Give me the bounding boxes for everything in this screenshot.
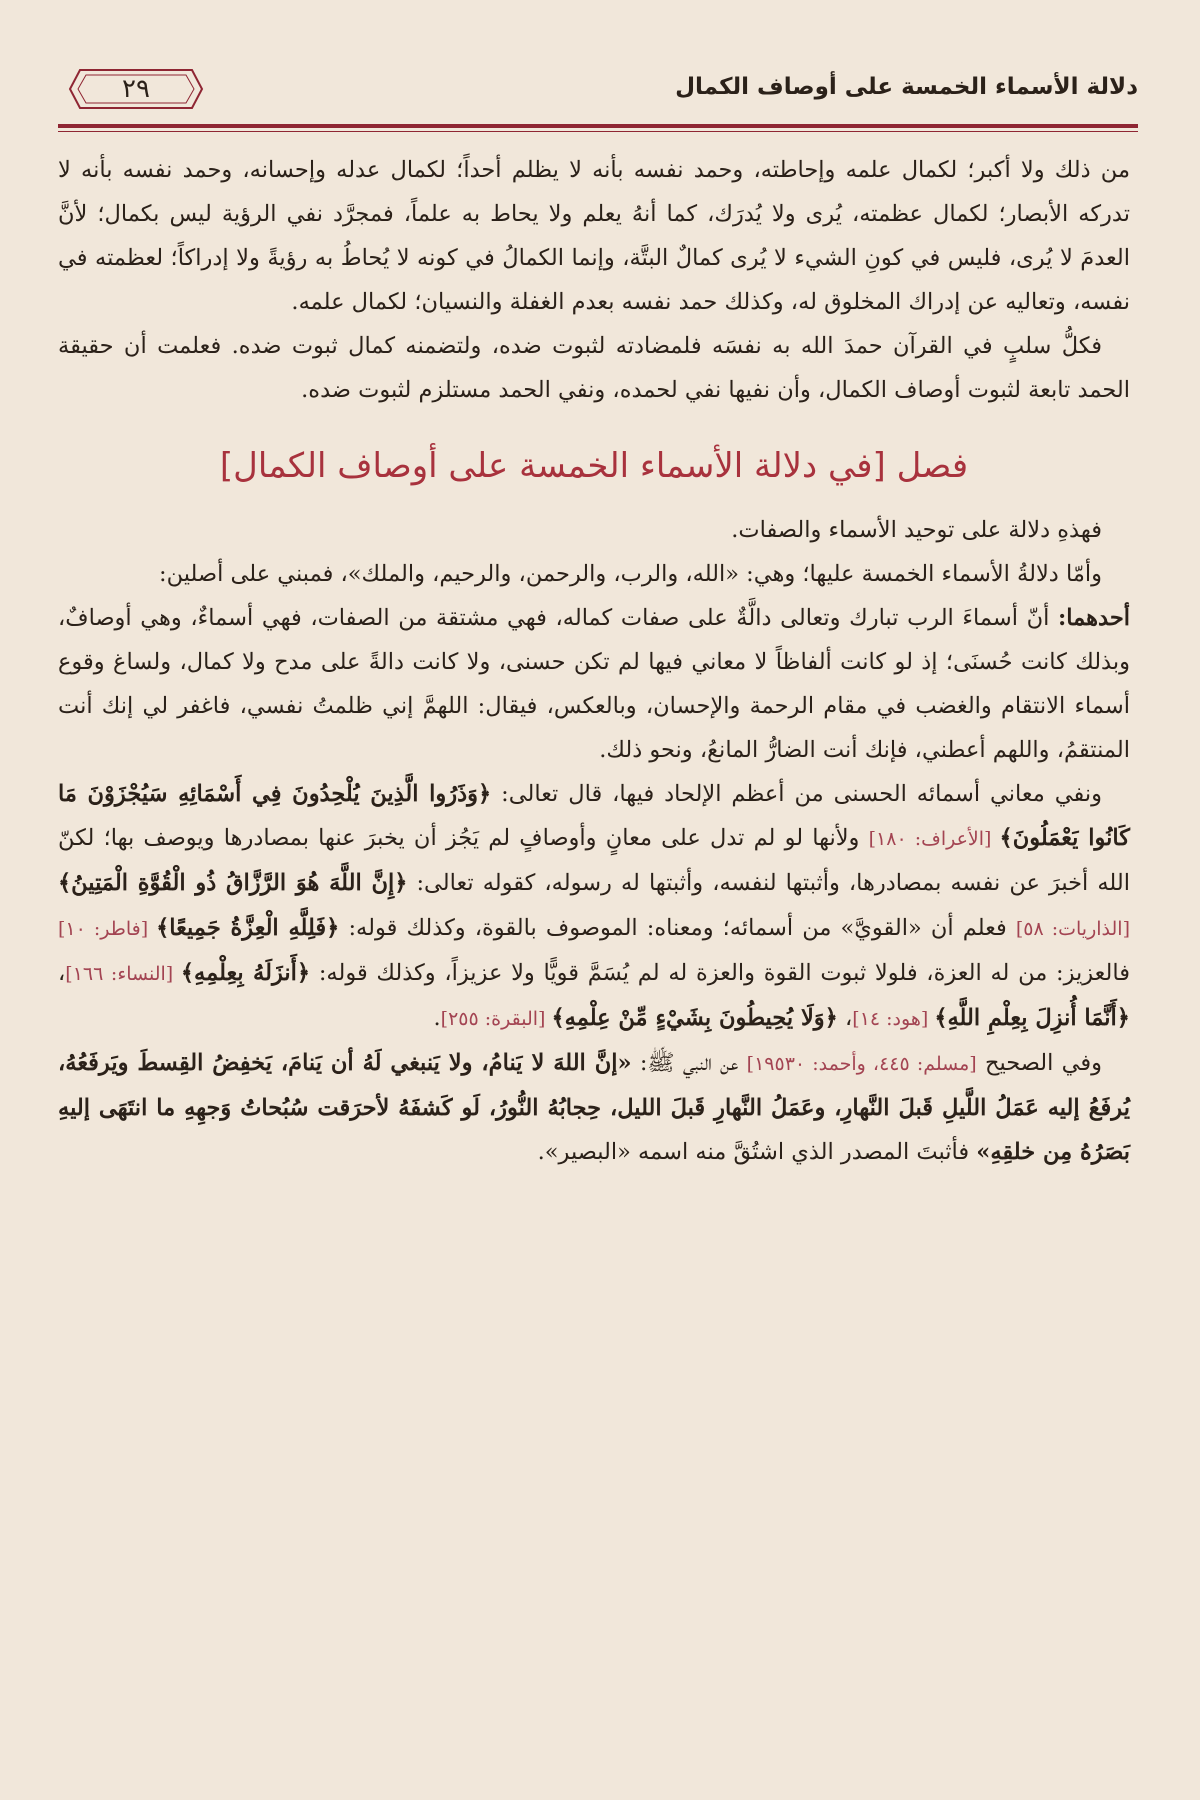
hadith-source: [مسلم: ٤٤٥، وأحمد: ١٩٥٣٠] bbox=[746, 1053, 977, 1075]
quran-verse: ﴿فَلِلَّهِ الْعِزَّةُ جَمِيعًا﴾ bbox=[156, 915, 340, 941]
header-rule-thin bbox=[58, 131, 1138, 132]
text-segment: ونفي معاني أسمائه الحسنى من أعظم الإلحاد فيها، قال تعالى: bbox=[491, 781, 1102, 807]
paragraph-5-text: أنّ أسماءَ الرب تبارك وتعالى دالَّةٌ على صفات كماله، فهي مشتقة من الصفات، فهي أسماءٌ، وهي أوصافٌ، وبذلك كانت حُسنَى؛ إذ لو كانت ألفاظاً لا معاني فيها لم تكن حسنى، ولا كانت دالةً على مدح ولا كمال، ولساغ وقوع أسماء الانتقام والغضب في مقام الرحمة والإحسان، وبالعكس، فيقال: اللهمَّ إني ظلمتُ نفسي، فاغفر لي إنك أنت المنتقمُ، واللهم أعطني، فإنك أنت الضارُّ المانعُ، ونحو ذلك. bbox=[58, 605, 1130, 763]
paragraph-1: من ذلك ولا أكبر؛ لكمال علمه وإحاطته، وحمد نفسه بأنه لا يظلم أحداً؛ لكمال عدله وإحسانه، وحمد نفسه بأنه لا تدركه الأبصار؛ لكمال عظمته، يُرى ولا يُدرَك، كما أنهُ يعلم ولا يحاط به علماً، فمجرَّد نفي الرؤية ليس بكمال؛ لأنَّ العدمَ لا يُرى، فليس في كونِ الشيء لا يُرى كمالٌ البتَّة، وإنما الكمالُ في كونه لا يُحاطُ به رؤيةً ولا إدراكاً؛ لعظمته في نفسه، وتعاليه عن إدراك المخلوق له، وكذلك حمد نفسه بعدم الغفلة والنسيان؛ لكمال علمه. bbox=[58, 157, 1130, 315]
text-segment: . bbox=[433, 1005, 441, 1031]
paragraph-5 bbox=[58, 596, 1130, 772]
verse-reference: [هود: ١٤] bbox=[852, 1008, 935, 1030]
text-segment: عن النبي ﷺ: bbox=[631, 1050, 747, 1076]
hadith-text: «إنَّ اللهَ لا يَنامُ، ولا يَنبغي لَهُ أن يَنامَ، يَخفِضُ القِسطَ ويَرفَعُهُ، يُرفَعُ إليه عَمَلُ اللَّيلِ قَبلَ النَّهارِ، وعَمَلُ النَّهارِ قَبلَ الليل، حِجابُهُ النُّورُ، لَو كَشفَهُ لأحرَقت سُبُحاتُ وَجهِهِ ما انتَهَى إليهِ بَصَرُهُ مِن خلقِهِ» bbox=[58, 1050, 1130, 1165]
page-number: ٢٩ bbox=[122, 74, 150, 104]
verse-reference: [البقرة: ٢٥٥] bbox=[440, 1008, 552, 1030]
paragraph-4: وأمّا دلالةُ الأسماء الخمسة عليها؛ وهي: «الله، والرب، والرحمن، والرحيم، والملك»، فمبني على أصلين: bbox=[159, 561, 1102, 587]
page-header bbox=[58, 64, 1138, 124]
text-segment: ولأنها لو لم تدل على معانٍ وأوصافٍ لم يَجُز أن يخبرَ عنها بمصادرها ويوصف بها؛ لكنّ الله أخبرَ عن نفسه بمصادرها، وأثبتها لنفسه، وأثبتها له رسوله، كقوله تعالى: bbox=[58, 825, 1130, 896]
text-segment: فعلم أن «القويَّ» من أسمائه؛ ومعناه: الموصوف بالقوة، وكذلك قوله: bbox=[339, 915, 1016, 941]
first-principle-term: أحدهما: bbox=[1057, 605, 1130, 631]
quran-verse: ﴿وَلَا يُحِيطُونَ بِشَيْءٍ مِّنْ عِلْمِهِ﴾ bbox=[551, 1005, 838, 1031]
running-title: دلالة الأسماء الخمسة على أوصاف الكمال bbox=[675, 74, 1138, 100]
paragraph-7 bbox=[58, 1041, 1130, 1174]
page-body bbox=[58, 148, 1130, 1174]
paragraph-2: فكلُّ سلبٍ في القرآن حمدَ الله به نفسَه فلمضادته لثبوت ضده، ولتضمنه كمال ثبوت ضده. فعلمت أن حقيقة الحمد تابعة لثبوت أوصاف الكمال، وأن نفيها نفي لحمده، ونفي الحمد مستلزم لثبوت ضده. bbox=[58, 333, 1130, 403]
quran-verse: ﴿أَنزَلَهُ بِعِلْمِهِ﴾ bbox=[180, 960, 311, 986]
text-segment: ، bbox=[58, 960, 66, 986]
verse-reference: [الذاريات: ٥٨] bbox=[1015, 918, 1130, 940]
header-rule bbox=[58, 124, 1138, 128]
text-segment: فأثبتَ المصدر الذي اشتُقَّ منه اسمه «البصير». bbox=[537, 1139, 977, 1165]
quran-verse: ﴿إِنَّ اللَّهَ هُوَ الرَّزَّاقُ ذُو الْقُوَّةِ الْمَتِينُ﴾ bbox=[58, 870, 408, 896]
text-segment: وفي الصحيح bbox=[976, 1050, 1103, 1076]
paragraph-6 bbox=[58, 772, 1130, 1041]
verse-reference: [الأعراف: ١٨٠] bbox=[868, 828, 1000, 850]
text-segment: ، bbox=[837, 1005, 853, 1031]
verse-reference: [النساء: ١٦٦] bbox=[65, 963, 181, 985]
page-number-frame bbox=[66, 66, 206, 112]
verse-reference: [فاطر: ١٠] bbox=[58, 918, 157, 940]
chapter-heading: فصل [في دلالة الأسماء الخمسة على أوصاف الكمال] bbox=[219, 446, 969, 486]
quran-verse: ﴿أَنَّمَا أُنزِلَ بِعِلْمِ اللَّهِ﴾ bbox=[934, 1005, 1130, 1031]
quran-verse: ﴿وَذَرُوا الَّذِينَ يُلْحِدُونَ فِي أَسْمَائِهِ سَيُجْزَوْنَ مَا كَانُوا يَعْمَلُونَ﴾ bbox=[58, 781, 1130, 851]
paragraph-3: فهذهِ دلالة على توحيد الأسماء والصفات. bbox=[731, 517, 1102, 543]
text-segment: فالعزيز: من له العزة، فلولا ثبوت القوة والعزة له لم يُسَمَّ قويًّا ولا عزيزاً، وكذلك قوله: bbox=[310, 960, 1131, 986]
